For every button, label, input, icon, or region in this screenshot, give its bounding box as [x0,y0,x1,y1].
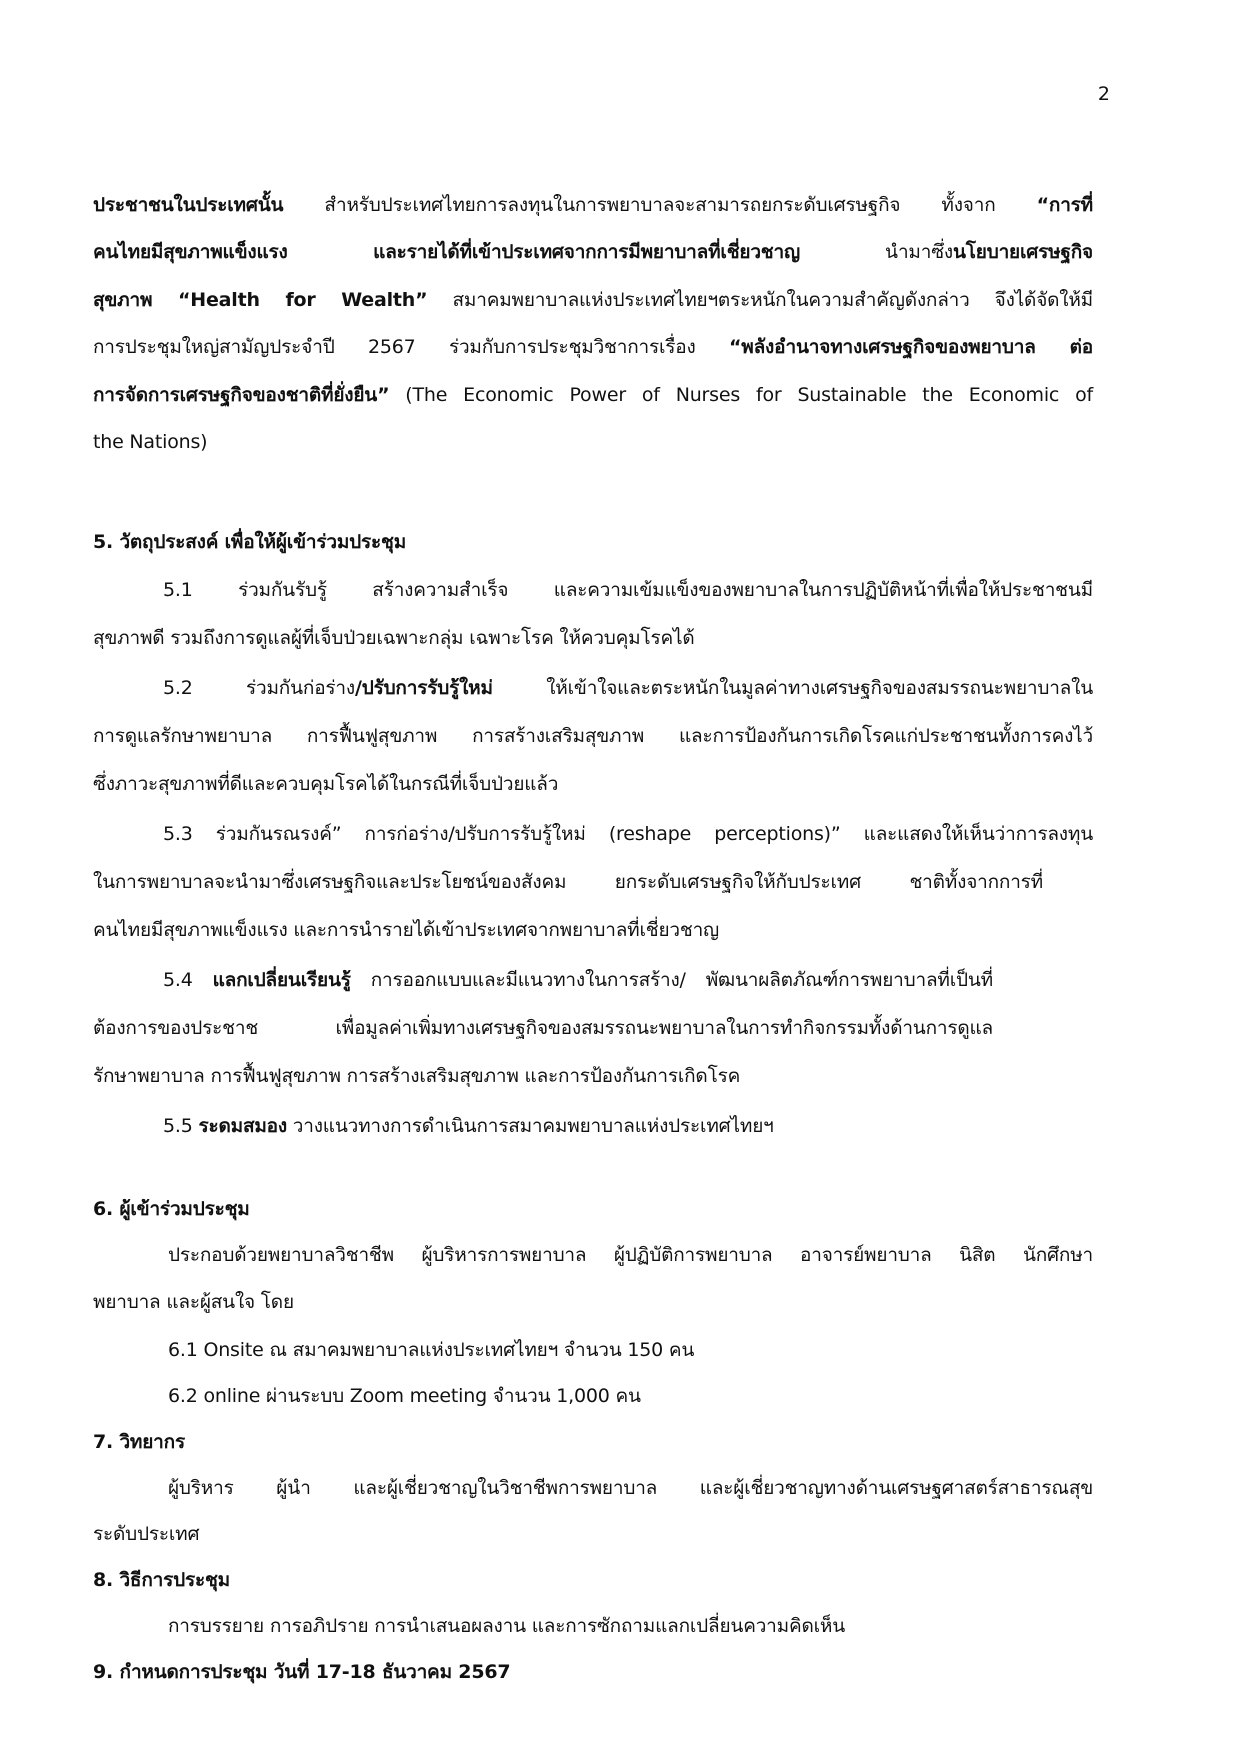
speakers-line: ผู้บริหาร ผู้นำ และผู้เชี่ยวชาญในวิชาชีพการพยาบาล และผู้เชี่ยวชาญทางด้านเศรษฐศาสตร์สาธารณสุข [168,1477,1093,1499]
intro-line: การจัดการเศรษฐกิจของชาติที่ยั่งยืน” (The Economic Power of Nurses for Sustainable the Economic of [93,384,1093,406]
intro-line: the Nations) [93,431,208,453]
intro-line: สุขภาพ “Health for Wealth” สมาคมพยาบาลแห่งประเทศไทยฯตระหนักในความสำคัญดังกล่าว จึงได้จัดให้มี [93,289,1093,311]
section-heading: 5. วัตถุประสงค์ เพื่อให้ผู้เข้าร่วมประชุม [93,531,407,553]
objective-line: 5.5 ระดมสมอง วางแนวทางการดำเนินการสมาคมพยาบาลแห่งประเทศไทยฯ [163,1115,774,1137]
objective-line: ต้องการของประชาช เพื่อมูลค่าเพิ่มทางเศรษฐกิจของสมรรถนะพยาบาลในการทำกิจกรรมทั้งด้านการดูแล [93,1017,993,1039]
section-heading: 6. ผู้เข้าร่วมประชุม [93,1198,250,1220]
speakers-line: ระดับประเทศ [93,1523,200,1545]
page-number: 2 [1097,83,1110,105]
objective-line: สุขภาพดี รวมถึงการดูแลผู้ที่เจ็บป่วยเฉพาะกลุ่ม เฉพาะโรค ให้ควบคุมโรคได้ [93,627,695,649]
objective-line: 5.4 แลกเปลี่ยนเรียนรู้ การออกแบบและมีแนวทางในการสร้าง/ พัฒนาผลิตภัณฑ์การพยาบาลที่เป็นที่ [163,969,993,991]
intro-line: การประชุมใหญ่สามัญประจำปี 2567 ร่วมกับการประชุมวิชาการเรื่อง “พลังอำนาจทางเศรษฐกิจของพยาบาล ต่อ [93,336,1093,358]
participants-item: 6.1 Onsite ณ สมาคมพยาบาลแห่งประเทศไทยฯ จำนวน 150 คน [168,1339,695,1361]
participants-line: ประกอบด้วยพยาบาลวิชาชีพ ผู้บริหารการพยาบาล ผู้ปฏิบัติการพยาบาล อาจารย์พยาบาล นิสิต นักศึกษา [168,1244,1093,1266]
objective-line: 5.3 ร่วมกันรณรงค์” การก่อร่าง/ปรับการรับรู้ใหม่ (reshape perceptions)” และแสดงให้เห็นว่าการลงทุน [163,823,1093,845]
participants-line: พยาบาล และผู้สนใจ โดย [93,1291,294,1313]
section-heading: 7. วิทยากร [93,1431,185,1453]
objective-line: 5.2 ร่วมกันก่อร่าง/ปรับการรับรู้ใหม่ ให้เข้าใจและตระหนักในมูลค่าทางเศรษฐกิจของสมรรถนะพยาบาลใน [163,677,1093,699]
section-heading: 8. วิธีการประชุม [93,1569,230,1591]
objective-line: ซึ่งภาวะสุขภาพที่ดีและควบคุมโรคได้ในกรณีที่เจ็บป่วยแล้ว [93,773,559,795]
objective-line: คนไทยมีสุขภาพแข็งแรง และการนำรายได้เข้าประเทศจากพยาบาลที่เชี่ยวชาญ [93,919,720,941]
intro-line: คนไทยมีสุขภาพแข็งแรง และรายได้ที่เข้าประเทศจากการมีพยาบาลที่เชี่ยวชาญ นำมาซึ่งนโยบายเศรษฐกิจ [93,241,1093,263]
objective-line: รักษาพยาบาล การฟื้นฟูสุขภาพ การสร้างเสริมสุขภาพ และการป้องกันการเกิดโรค [93,1065,741,1087]
objective-line: การดูแลรักษาพยาบาล การฟื้นฟูสุขภาพ การสร้างเสริมสุขภาพ และการป้องกันการเกิดโรคแก่ประชาชนทั้งการคงไว้ [93,725,1093,747]
objective-line: 5.1 ร่วมกันรับรู้ สร้างความสำเร็จ และความเข้มแข็งของพยาบาลในการปฏิบัติหน้าที่เพื่อให้ประชาชนมี [163,579,1093,601]
section-heading: 9. กำหนดการประชุม วันที่ 17-18 ธันวาคม 2567 [93,1661,511,1683]
method-line: การบรรยาย การอภิปราย การนำเสนอผลงาน และการซักถามแลกเปลี่ยนความคิดเห็น [168,1615,846,1637]
participants-item: 6.2 online ผ่านระบบ Zoom meeting จำนวน 1,000 คน [168,1385,641,1407]
objective-line: ในการพยาบาลจะนำมาซึ่งเศรษฐกิจและประโยชน์ของสังคม ยกระดับเศรษฐกิจให้กับประเทศ ชาติทั้งจากการที่ [93,871,1043,893]
intro-line: ประชาชนในประเทศนั้น สำหรับประเทศไทยการลงทุนในการพยาบาลจะสามารถยกระดับเศรษฐกิจ ทั้งจาก “การที่ [93,194,1093,216]
